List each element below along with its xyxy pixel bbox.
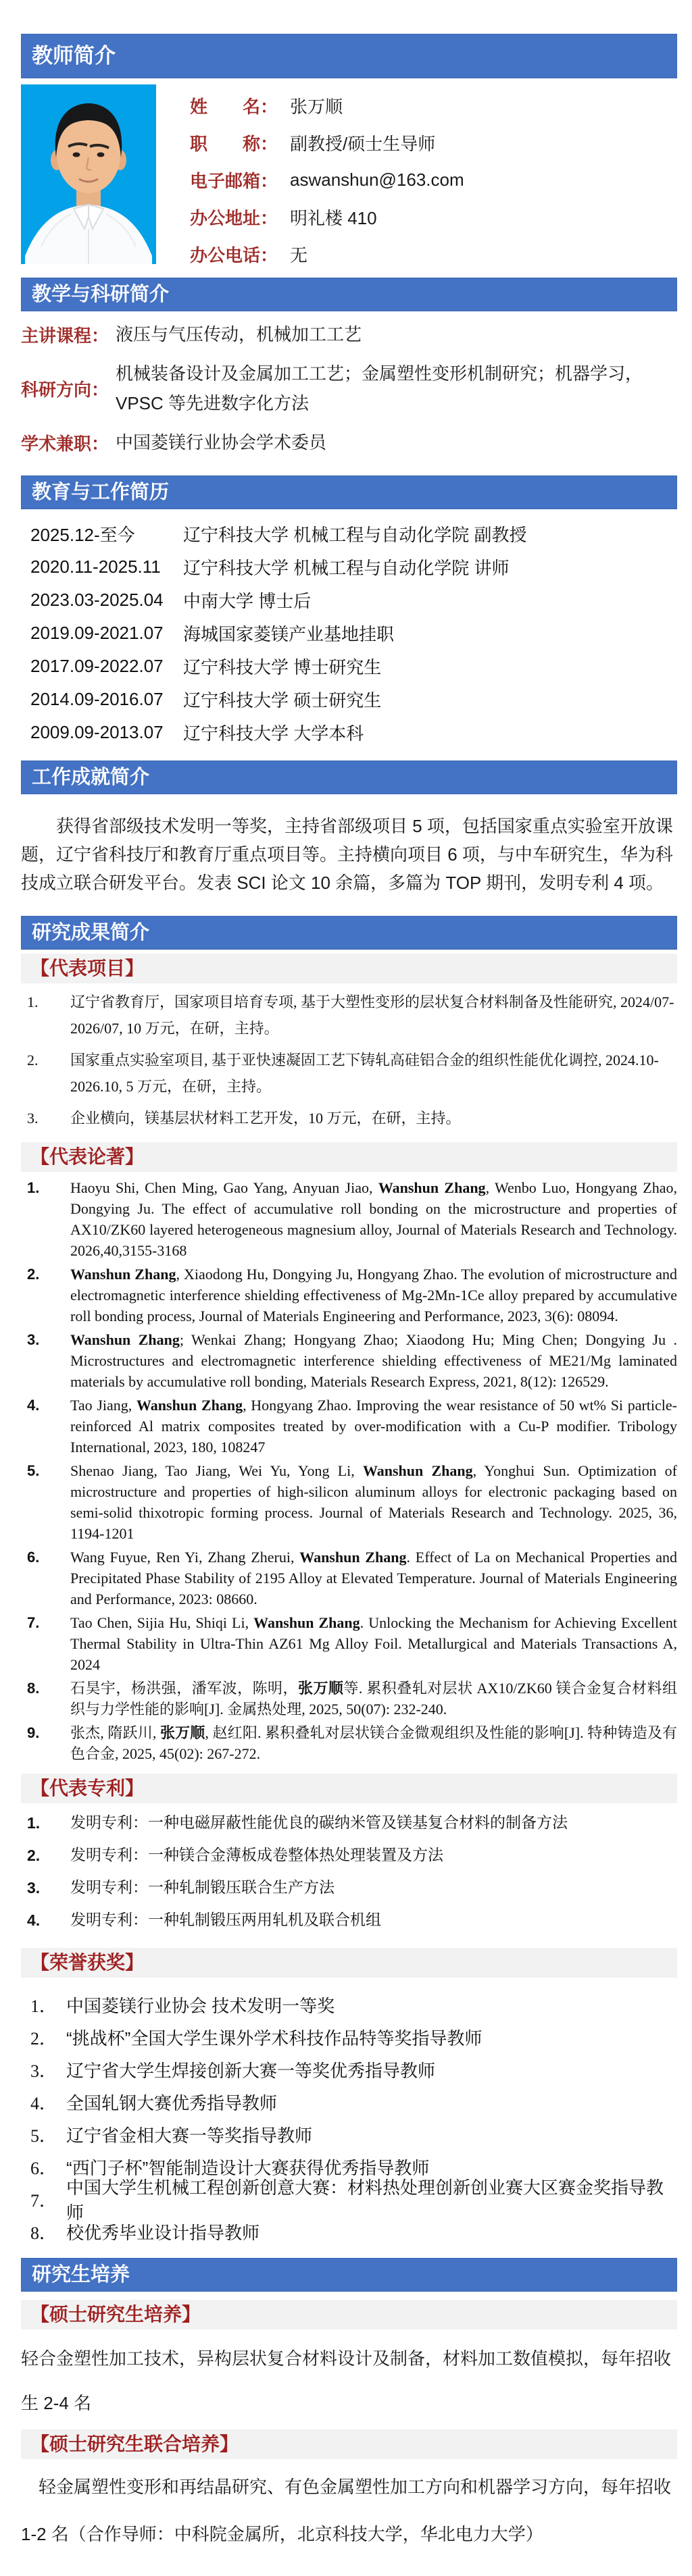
master-training-text: 轻合金塑性加工技术，异构层状复合材料设计及制备，材料加工数值模拟，每年招收生 2-4 名 (21, 2348, 672, 2413)
item-number: 2. (27, 1266, 40, 1283)
education-row (21, 617, 677, 650)
courses-value: 液压与气压传动，机械加工工艺 (116, 324, 362, 344)
joint-training-text: 轻金属塑性变形和再结晶研究、有色金属塑性加工方向和机器学习方向，每年招收 1-2 名（合作导师：中科院金属所，北京科技大学，华北电力大学） (21, 2477, 672, 2544)
honor-text: 中国菱镁行业协会 技术发明一等奖 (66, 1995, 335, 2016)
paper-citation: Haoyu Shi, Chen Ming, Gao Yang, Anyuan Jiao, Wanshun Zhang, Wenbo Luo, Hongyang Zhao, Dongying Ju. The effect of accumulative roll bonding on the microstructure and properties of AX10/ZK60 layered heterogeneous magnesium alloy, Journal of Materials Research and Technology. 2026,40,3155-3168 (70, 1179, 677, 1259)
section-bar-achievements: 工作成就简介 (21, 761, 677, 794)
item-number: 6. (27, 1549, 40, 1566)
item-number: 7. (27, 1614, 40, 1631)
education-detail: 辽宁科技大学 硕士研究生 (183, 690, 382, 711)
subhead-representative-papers: 【代表论著】 (21, 1142, 677, 1172)
education-row (21, 517, 677, 550)
subhead-joint-master-training: 【硕士研究生联合培养】 (21, 2429, 677, 2459)
education-row (21, 716, 677, 749)
education-detail: 海城国家菱镁产业基地挂职 (183, 624, 395, 644)
field-name-value: 张万顺 (290, 97, 343, 117)
field-email-label: 电子邮箱： (190, 171, 278, 191)
field-phone-value: 无 (290, 245, 308, 265)
education-period: 2023.03-2025.04 (30, 590, 164, 610)
honor-item (21, 2021, 677, 2053)
education-row (21, 584, 677, 617)
projects-list (21, 983, 677, 1138)
item-number: 3. (27, 1110, 39, 1127)
item-number: 5. (27, 1462, 40, 1479)
education-detail: 辽宁科技大学 机械工程与自动化学院 讲师 (183, 558, 510, 578)
field-office (190, 199, 464, 236)
project-text: 国家重点实验室项目, 基于亚快速凝固工艺下铸轧高硅铝合金的组织性能优化调控, 2024.10-2026.10, 5 万元，在研，主持。 (70, 1052, 659, 1095)
patent-item (21, 1878, 677, 1898)
subhead-representative-patents: 【代表专利】 (21, 1774, 677, 1803)
education-row (21, 683, 677, 716)
profile-fields (190, 84, 464, 273)
education-period: 2019.09-2021.07 (30, 623, 164, 643)
field-office-value: 明礼楼 410 (290, 208, 377, 228)
education-period: 2014.09-2016.07 (30, 689, 164, 709)
patent-text: 发明专利：一种镁合金薄板成卷整体热处理装置及方法 (70, 1847, 443, 1863)
item-number: 6． (30, 2158, 57, 2178)
subhead-master-training: 【硕士研究生培养】 (21, 2300, 677, 2329)
education-period: 2009.09-2013.07 (30, 722, 164, 742)
patent-item (21, 1910, 677, 1930)
honor-text: 全国轧钢大赛优秀指导教师 (66, 2092, 278, 2113)
project-text: 企业横向，镁基层状材料工艺开发，10 万元，在研，主持。 (70, 1110, 461, 1127)
education-row (21, 650, 677, 683)
research-direction-label: 科研方向： (21, 379, 109, 400)
item-number: 1． (30, 1996, 57, 2016)
academic-posts-label: 学术兼职： (21, 433, 109, 454)
teaching-block (21, 311, 677, 471)
field-phone-label: 办公电话： (190, 245, 278, 265)
item-number: 1. (27, 1814, 41, 1832)
field-email (190, 161, 464, 199)
honor-text: “挑战杯”全国大学生课外学术科技作品特等奖指导教师 (66, 2028, 483, 2049)
field-title (190, 124, 464, 161)
honor-item (21, 2178, 677, 2223)
patent-text: 发明专利：一种轧制锻压两用轧机及联合机组 (70, 1911, 381, 1928)
patent-text: 发明专利：一种轧制锻压联合生产方法 (70, 1879, 335, 1896)
honor-text: 辽宁省大学生焊接创新大赛一等奖优秀指导教师 (66, 2060, 436, 2081)
section-bar-education-history: 教育与工作简历 (21, 475, 677, 509)
paper-item (21, 1612, 677, 1675)
education-detail: 辽宁科技大学 博士研究生 (183, 657, 382, 677)
item-number: 3． (30, 2061, 57, 2081)
paper-citation: Tao Jiang, Wanshun Zhang, Hongyang Zhao. Improving the wear resistance of 50 wt% Si particle-reinforced Al matrix composites treated by over-modification with a Cu-P modifier. Tribology International, 2023, 180, 108247 (70, 1397, 678, 1456)
project-text: 辽宁省教育厅，国家项目培育专项, 基于大塑性变形的层状复合材料制备及性能研究, 2024/07-2026/07, 10 万元，在研，主持。 (70, 994, 674, 1037)
paper-item (21, 1678, 677, 1720)
field-name-label: 姓 名： (190, 97, 278, 117)
item-number: 1. (27, 994, 39, 1010)
paper-citation: 石昊宇，杨洪强，潘军波，陈明，张万顺等. 累积叠轧对层状 AX10/ZK60 镁合金复合材料组织与力学性能的影响[J]. 金属热处理, 2025, 50(07): 232-240. (70, 1680, 677, 1718)
education-period: 2020.11-2025.11 (30, 557, 161, 577)
item-number: 8. (27, 1680, 40, 1697)
item-number: 4. (27, 1911, 41, 1929)
field-office-label: 办公地址： (190, 208, 278, 228)
field-name (190, 87, 464, 124)
honors-list (21, 1978, 677, 2253)
academic-posts-value: 中国菱镁行业协会学术委员 (116, 432, 327, 453)
honor-text: 中国大学生机械工程创新创意大赛：材料热处理创新创业赛大区赛金奖指导教师 (66, 2178, 664, 2223)
paper-item (21, 1177, 677, 1261)
education-detail: 辽宁科技大学 大学本科 (183, 723, 364, 744)
profile-block (21, 84, 677, 273)
subhead-representative-projects: 【代表项目】 (21, 954, 677, 983)
section-bar-teaching-research: 教学与科研简介 (21, 278, 677, 311)
courses-label: 主讲课程： (21, 325, 109, 346)
paper-item (21, 1722, 677, 1764)
education-list (21, 509, 677, 756)
item-number: 3. (27, 1331, 40, 1348)
paper-citation: Wang Fuyue, Ren Yi, Zhang Zherui, Wanshun Zhang. Effect of La on Mechanical Properties and Precipitated Phase Stability of 2195 Alloy at Elevated Temperature. Journal of Materials Engineering and Performance, 2023: 08660. (70, 1549, 677, 1607)
field-email-value: aswanshun@163.com (290, 170, 464, 190)
item-number: 7． (30, 2190, 57, 2211)
papers-list (21, 1172, 677, 1770)
education-detail: 辽宁科技大学 机械工程与自动化学院 副教授 (183, 525, 527, 545)
section-bar-teacher-intro: 教师简介 (21, 34, 677, 78)
honor-item (21, 2118, 677, 2150)
field-phone (190, 236, 464, 273)
item-number: 1. (27, 1179, 40, 1196)
item-number: 2． (30, 2028, 57, 2049)
achievements-paragraph: 获得省部级技术发明一等奖，主持省部级项目 5 项，包括国家重点实验室开放课题，辽宁省科技厅和教育厅重点项目等。主持横向项目 6 项，与中车研究生，华为科技成立联合研发平台。发表 SCI 论文 10 余篇，多篇为 TOP 期刊，发明专利 4 项。 (21, 816, 673, 893)
section-bar-graduate-training: 研究生培养 (21, 2258, 677, 2292)
item-number: 9. (27, 1724, 40, 1741)
field-title-value: 副教授/硕士生导师 (290, 134, 436, 154)
patent-text: 发明专利：一种电磁屏蔽性能优良的碳纳米管及镁基复合材料的制备方法 (70, 1814, 568, 1831)
item-number: 5． (30, 2126, 57, 2146)
item-number: 2. (27, 1847, 41, 1864)
honor-text: 校优秀毕业设计指导教师 (66, 2222, 260, 2243)
education-row (21, 550, 677, 584)
paper-citation: Wanshun Zhang, Xiaodong Hu, Dongying Ju, Hongyang Zhao. The evolution of microstructure and electromagnetic interference shielding effectiveness of Mg-2Mn-1Ce alloy prepared by accumulative roll bonding process, Journal of Materials Engineering and Performance, 2023, 3(6): 08094. (70, 1266, 677, 1324)
item-number: 3. (27, 1879, 41, 1897)
item-number: 4． (30, 2093, 57, 2113)
field-title-label: 职 称： (190, 134, 278, 154)
paper-item (21, 1547, 677, 1609)
item-number: 8． (30, 2223, 57, 2243)
honor-item (21, 2086, 677, 2118)
project-item (21, 1047, 677, 1100)
paper-item (21, 1264, 677, 1326)
section-bar-research-results: 研究成果简介 (21, 916, 677, 950)
paper-item (21, 1329, 677, 1392)
education-period: 2017.09-2022.07 (30, 656, 164, 676)
paper-citation: Tao Chen, Sijia Hu, Shiqi Li, Wanshun Zhang. Unlocking the Mechanism for Achieving Excellent Thermal Stability in Ultra-Thin AZ61 Mg Alloy Foil. Metallurgical and Materials Transactions A, 2024 (70, 1614, 678, 1673)
item-number: 2. (27, 1052, 39, 1068)
patents-list (21, 1803, 677, 1944)
item-number: 4. (27, 1397, 40, 1414)
project-item (21, 989, 677, 1041)
teaching-row-research-direction (21, 359, 677, 418)
honor-text: “西门子杯”智能制造设计大赛获得优秀指导教师 (66, 2157, 430, 2178)
patent-item (21, 1845, 677, 1865)
teaching-row-courses (21, 319, 677, 349)
portrait-photo (21, 84, 156, 264)
education-detail: 中南大学 博士后 (183, 591, 312, 611)
paper-citation: 张杰, 隋跃川, 张万顺, 赵红阳. 累积叠轧对层状镁合金微观组织及性能的影响[J]. 特种铸造及有色合金, 2025, 45(02): 267-272. (70, 1724, 677, 1762)
paper-citation: Wanshun Zhang; Wenkai Zhang; Hongyang Zhao; Xiaodong Hu; Ming Chen; Dongying Ju . Microstructures and electromagnetic interference shielding effectiveness of ME21/Mg laminated materials by accumulative roll bonding, Materials Research Express, 2021, 8(12): 126529. (70, 1331, 677, 1390)
honor-item (21, 1988, 677, 2021)
teaching-row-academic-posts (21, 428, 677, 457)
honor-item (21, 2053, 677, 2086)
education-period: 2025.12-至今 (30, 525, 135, 545)
patent-item (21, 1813, 677, 1833)
subhead-honors: 【荣誉获奖】 (21, 1948, 677, 1978)
research-direction-value: 机械装备设计及金属加工工艺；金属塑性变形机制研究；机器学习，VPSC 等先进数字化方法 (116, 363, 643, 413)
paper-item (21, 1395, 677, 1458)
project-item (21, 1105, 677, 1131)
paper-citation: Shenao Jiang, Tao Jiang, Wei Yu, Yong Li, Wanshun Zhang, Yonghui Sun. Optimization of microstructure and properties of high-silicon aluminum alloys for electronic packaging based on semi-solid thixotropic forming process. Journal of Materials Research and Technology. 2025, 36, 1194-1201 (70, 1462, 677, 1542)
honor-text: 辽宁省金相大赛一等奖指导教师 (66, 2125, 313, 2146)
paper-item (21, 1460, 677, 1544)
